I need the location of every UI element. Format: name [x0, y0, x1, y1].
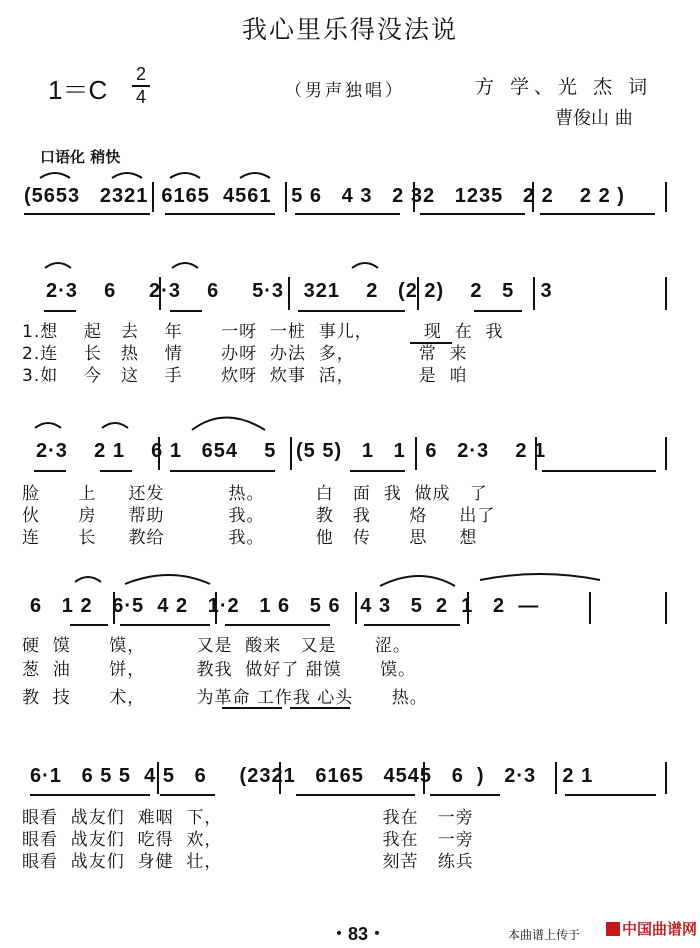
lyric-verse-2: 2.连 长 热 情 办呀 办法 多， 常 来: [22, 344, 468, 364]
lyric-verse-3: 教 技 术， 为革命 工作我 心头 热。: [22, 688, 428, 708]
site-name: 中国曲谱网: [622, 920, 698, 938]
lyric-verse-1: 眼看 战友们 难咽 下， 我在 一旁: [22, 808, 474, 828]
song-title: 我心里乐得没法说: [241, 15, 458, 44]
notation-line: (5653 2321 6165 4561 5 6 4 3 2 32 1235 2 2 2 2 ): [24, 185, 625, 207]
notation-line: 6 1 2 6·5 4 2 1·2 1 6 5 6 4 3 5 2 1 2 —: [30, 595, 540, 617]
page-number: ・83・: [330, 924, 387, 944]
notation-line: 2·3 2 1 6 1 654 5 (5 5) 1 1 6 2·3 2 1: [36, 440, 547, 462]
site-logo-icon: [606, 922, 620, 936]
notation-line: 6·1 6 5 5 4 5 6 (2321 6165 4545 6 ) 2·3 2 1: [30, 765, 594, 787]
lyric-verse-2: 眼看 战友们 吃得 欢， 我在 一旁: [22, 830, 474, 850]
tempo-marking: 口语化 稍快: [40, 148, 121, 166]
key-signature: 1＝C: [48, 75, 108, 105]
meter-bottom: 4: [135, 87, 146, 107]
meter-top: 2: [135, 64, 146, 84]
site-logo[interactable]: [606, 918, 697, 939]
lyric-verse-1: 硬 馍 馍， 又是 酸来 又是 涩。: [22, 636, 411, 656]
lyric-verse-2: 葱 油 饼， 教我 做好了 甜馍 馍。: [22, 660, 417, 680]
lyric-verse-3: 连 长 教给 我。 他 传 思 想: [22, 528, 478, 548]
lyric-verse-1: 1.想 起 去 年 一呀 一桩 事儿， 现 在 我: [22, 322, 504, 342]
lyric-verse-1: 脸 上 还发 热。 白 面 我 做成 了: [22, 484, 488, 504]
composer-credit: 曹俊山 曲: [555, 108, 633, 129]
lyric-verse-3: 眼看 战友们 身健 壮， 刻苦 练兵: [22, 852, 474, 872]
lyricist-credit: 方 学、光 杰 词: [475, 76, 653, 98]
notation-line: 2·3 6 2·3 6 5·3 321 2 (2 2) 2 5 3: [46, 280, 553, 302]
upload-source-label: 本曲谱上传于: [508, 928, 581, 942]
voice-type: （男声独唱）: [285, 81, 405, 101]
lyric-verse-3: 3.如 今 这 手 炊呀 炊事 活， 是 咱: [22, 366, 468, 386]
lyric-verse-2: 伙 房 帮助 我。 教 我 烙 出了: [22, 506, 496, 526]
